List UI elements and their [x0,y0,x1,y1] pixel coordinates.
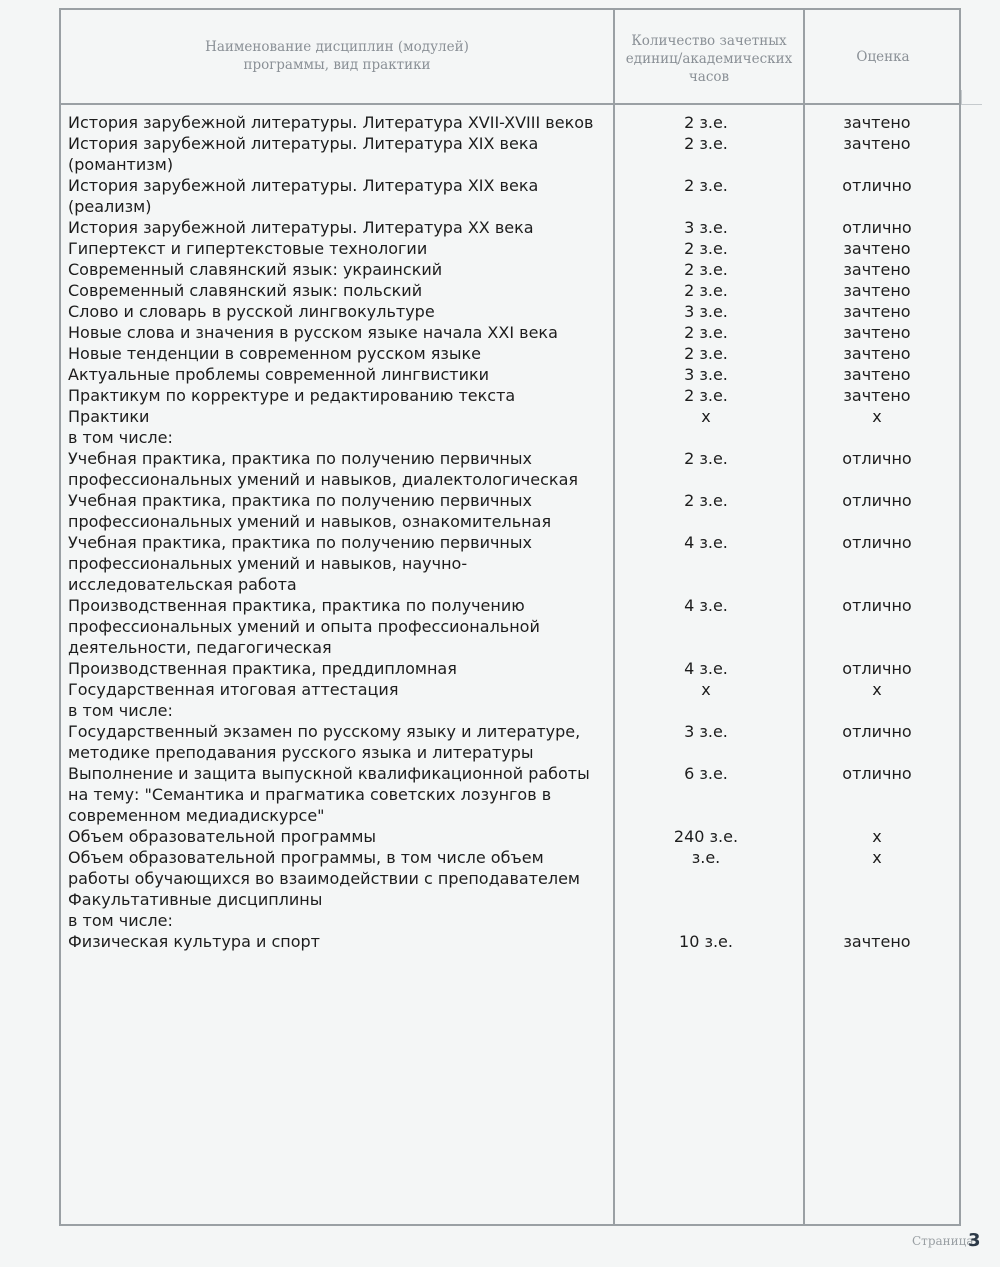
discipline-name: Учебная практика, практика по получению первичных профессиональных умений и навыков, ознакомительная [68,491,552,531]
grade: отлично [842,722,912,741]
credit-units: 3 з.е. [684,365,728,384]
header-credit-units: Количество зачетных единиц/академических часов [625,33,793,85]
header-discipline-name: Наименование дисциплин (модулей) программы, вид практики [205,39,469,73]
grade: отлично [842,764,912,783]
discipline-name: Производственная практика, практика по получению профессиональных умений и опыта профессиональной деятельности, педагогическая [68,596,540,657]
page-label: Страница [912,1234,974,1248]
table-row [0,448,1000,490]
grade: зачтено [843,323,911,342]
table-row [0,238,1000,259]
grade: отлично [842,176,912,195]
discipline-name: Слово и словарь в русской лингвокультуре [68,302,435,321]
table-row [0,490,1000,532]
table-row [0,112,1000,133]
credit-units: 2 з.е. [684,491,728,510]
grade: зачтено [843,113,911,132]
table-row [0,910,1000,931]
table-row [0,301,1000,322]
table-row [0,343,1000,364]
credit-units: 2 з.е. [684,386,728,405]
credit-units: х [701,680,711,699]
discipline-name: История зарубежной литературы. Литература XIX века (романтизм) [68,134,539,174]
credit-units: 3 з.е. [684,722,728,741]
table-row [0,763,1000,826]
table-row [0,889,1000,910]
discipline-name: Государственный экзамен по русскому языку и литературе, методике преподавания русского языка и литературы [68,722,581,762]
table-row [0,658,1000,679]
discipline-name: Гипертекст и гипертекстовые технологии [68,239,428,258]
discipline-name: Новые слова и значения в русском языке начала XXI века [68,323,558,342]
discipline-name: Учебная практика, практика по получению первичных профессиональных умений и навыков, научно- исследовательская работа [68,533,532,594]
discipline-name: Практикум по корректуре и редактированию текста [68,386,516,405]
grade: зачтено [843,239,911,258]
grade: зачтено [843,344,911,363]
grade: х [872,848,882,867]
discipline-name: История зарубежной литературы. Литература XX века [68,218,534,237]
credit-units: 4 з.е. [684,533,728,552]
credit-units: 4 з.е. [684,596,728,615]
grade: зачтено [843,260,911,279]
grade: зачтено [843,932,911,951]
scan-mark [961,90,982,105]
table-row [0,427,1000,448]
grade: зачтено [843,302,911,321]
discipline-name: Выполнение и защита выпускной квалификационной работы на тему: "Семантика и прагматика советских лозунгов в современном медиадискурсе" [68,764,590,825]
credit-units: 4 з.е. [684,659,728,678]
header-divider [59,103,961,105]
table-row [0,847,1000,889]
discipline-name: в том числе: [68,428,173,447]
header-grade: Оценка [856,49,910,65]
credit-units: 2 з.е. [684,113,728,132]
table-row [0,133,1000,175]
table-row [0,175,1000,217]
credit-units: 2 з.е. [684,260,728,279]
grade: х [872,407,882,426]
table-row [0,406,1000,427]
grade: х [872,680,882,699]
grade: зачтено [843,386,911,405]
discipline-name: История зарубежной литературы. Литература XIX века (реализм) [68,176,539,216]
credit-units: 2 з.е. [684,176,728,195]
credit-units: 2 з.е. [684,239,728,258]
credit-units: 2 з.е. [684,281,728,300]
table-row [0,595,1000,658]
page-number: 3 [968,1230,981,1251]
discipline-name: в том числе: [68,701,173,720]
table-row [0,364,1000,385]
discipline-name: Новые тенденции в современном русском языке [68,344,481,363]
grade: отлично [842,659,912,678]
grade: зачтено [843,134,911,153]
discipline-name: Физическая культура и спорт [68,932,320,951]
grade: отлично [842,491,912,510]
credit-units: 2 з.е. [684,323,728,342]
table-row [0,700,1000,721]
grade: зачтено [843,281,911,300]
table-row [0,721,1000,763]
discipline-name: Учебная практика, практика по получению первичных профессиональных умений и навыков, диалектологическая [68,449,578,489]
table-row [0,679,1000,700]
grade: отлично [842,596,912,615]
table-row [0,826,1000,847]
discipline-name: Практики [68,407,150,426]
discipline-name: Объем образовательной программы, в том числе объем работы обучающихся во взаимодействии с преподавателем [68,848,580,888]
table-row [0,532,1000,595]
table-row [0,280,1000,301]
grade: отлично [842,533,912,552]
grade: х [872,827,882,846]
table-row [0,931,1000,952]
credit-units: з.е. [691,848,721,867]
credit-units: 240 з.е. [673,827,739,846]
discipline-name: История зарубежной литературы. Литература XVII-XVIII веков [68,113,594,132]
discipline-name: Актуальные проблемы современной лингвистики [68,365,490,384]
table-body [0,112,1000,952]
grade: зачтено [843,365,911,384]
grade: отлично [842,449,912,468]
table-row [0,385,1000,406]
table-row [0,217,1000,238]
credit-units: 2 з.е. [684,344,728,363]
credit-units: 10 з.е. [679,932,733,951]
discipline-name: Объем образовательной программы [68,827,377,846]
discipline-name: Современный славянский язык: украинский [68,260,443,279]
discipline-name: в том числе: [68,911,173,930]
credit-units: 6 з.е. [684,764,728,783]
credit-units: х [701,407,711,426]
discipline-name: Государственная итоговая аттестация [68,680,399,699]
discipline-name: Производственная практика, преддипломная [68,659,457,678]
credit-units: 2 з.е. [684,134,728,153]
credit-units: 3 з.е. [684,302,728,321]
credit-units: 2 з.е. [684,449,728,468]
credit-units: 3 з.е. [684,218,728,237]
discipline-name: Современный славянский язык: польский [68,281,423,300]
discipline-name: Факультативные дисциплины [68,890,323,909]
table-row [0,322,1000,343]
table-row [0,259,1000,280]
grade: отлично [842,218,912,237]
